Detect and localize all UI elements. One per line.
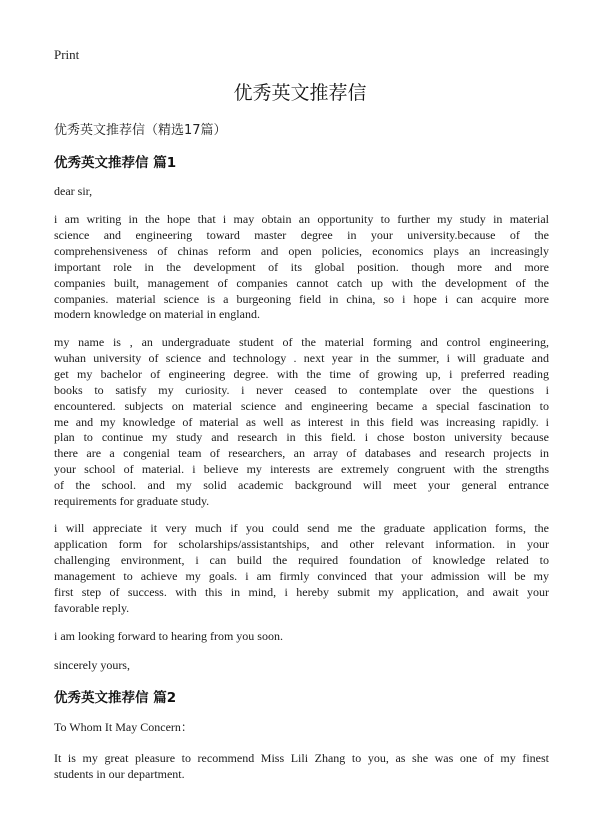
section-2-paragraph-1 <box>54 751 549 783</box>
text-line: favorable reply. <box>54 600 130 615</box>
text-line: companies built, management of companies cannot catch up with the development of the <box>54 275 549 290</box>
document-subtitle: 优秀英文推荐信（精选17篇） <box>54 123 227 138</box>
text-line: management to achieve my goals. i am firmly convinced that your admission will be my <box>54 568 549 583</box>
text-line: get my bachelor of engineering degree. with the time of growing up, i preferred reading <box>54 366 549 381</box>
text-line: my name is , an undergraduate student of the material forming and control engineering, <box>54 335 549 349</box>
text-line: me and my knowledge of material as well as interest in this field was increasing rapidly. i <box>54 414 549 429</box>
section-1-paragraph-3 <box>54 521 549 616</box>
text-line: there are a congenial team of researchers, an array of databases and research projects in <box>54 446 549 461</box>
text-line: comprehensiveness of chinas reform and open policies, economics plays an increasingly <box>54 243 549 258</box>
section-2-heading: 优秀英文推荐信 篇2 <box>54 690 177 706</box>
text-line: challenging environment, i can build the required foundation of knowledge related to <box>54 552 549 567</box>
text-line: i am writing in the hope that i may obtain an opportunity to further my study in material <box>54 212 549 226</box>
section-1-salutation: dear sir, <box>54 184 93 198</box>
text-line: first step of success. with this in mind, i hereby submit my application, and await your <box>54 584 549 599</box>
text-line: your school of material. i believe my interests are extremely congruent with the strengths <box>54 462 549 477</box>
text-line: requirements for graduate study. <box>54 494 210 509</box>
text-line: plan to continue my study and research in this field. i chose boston university because <box>54 430 549 445</box>
text-line: application form for scholarships/assistantships, and other relevant information. in your <box>54 536 549 551</box>
text-line: books to satisfy my curiosity. i never ceased to contemplate over the questions i <box>54 382 549 397</box>
text-line: companies. material science is a burgeoning field in china, so i hope i can acquire more <box>54 291 549 306</box>
text-line: wuhan university of science and technology . next year in the summer, i will graduate and <box>54 350 549 365</box>
print-link[interactable]: Print <box>54 47 80 62</box>
section-1-closing: sincerely yours, <box>54 658 130 672</box>
text-line: i will appreciate it very much if you could send me the graduate application forms, the <box>54 521 549 535</box>
text-line: students in our department. <box>54 766 185 781</box>
section-1-heading: 优秀英文推荐信 篇1 <box>54 155 177 171</box>
section-1-paragraph-1 <box>54 212 549 323</box>
text-line: important role in the development of its global position. though more and more <box>54 259 549 274</box>
section-1-paragraph-2 <box>54 335 549 510</box>
text-line: of the school. and my solid academic background will meet your general entrance <box>54 478 549 493</box>
text-line: It is my great pleasure to recommend Miss Lili Zhang to you, as she was one of my finest <box>54 751 549 765</box>
text-line: modern knowledge on material in england. <box>54 307 260 322</box>
section-1-paragraph-4: i am looking forward to hearing from you soon. <box>54 629 283 643</box>
text-line: science and engineering toward master degree in your university.because of the <box>54 227 549 242</box>
section-2-salutation: To Whom It May Concern： <box>54 720 193 734</box>
text-line: encountered. subjects on material science and engineering became a special fascination to <box>54 398 549 413</box>
document-title: 优秀英文推荐信 <box>233 82 367 104</box>
